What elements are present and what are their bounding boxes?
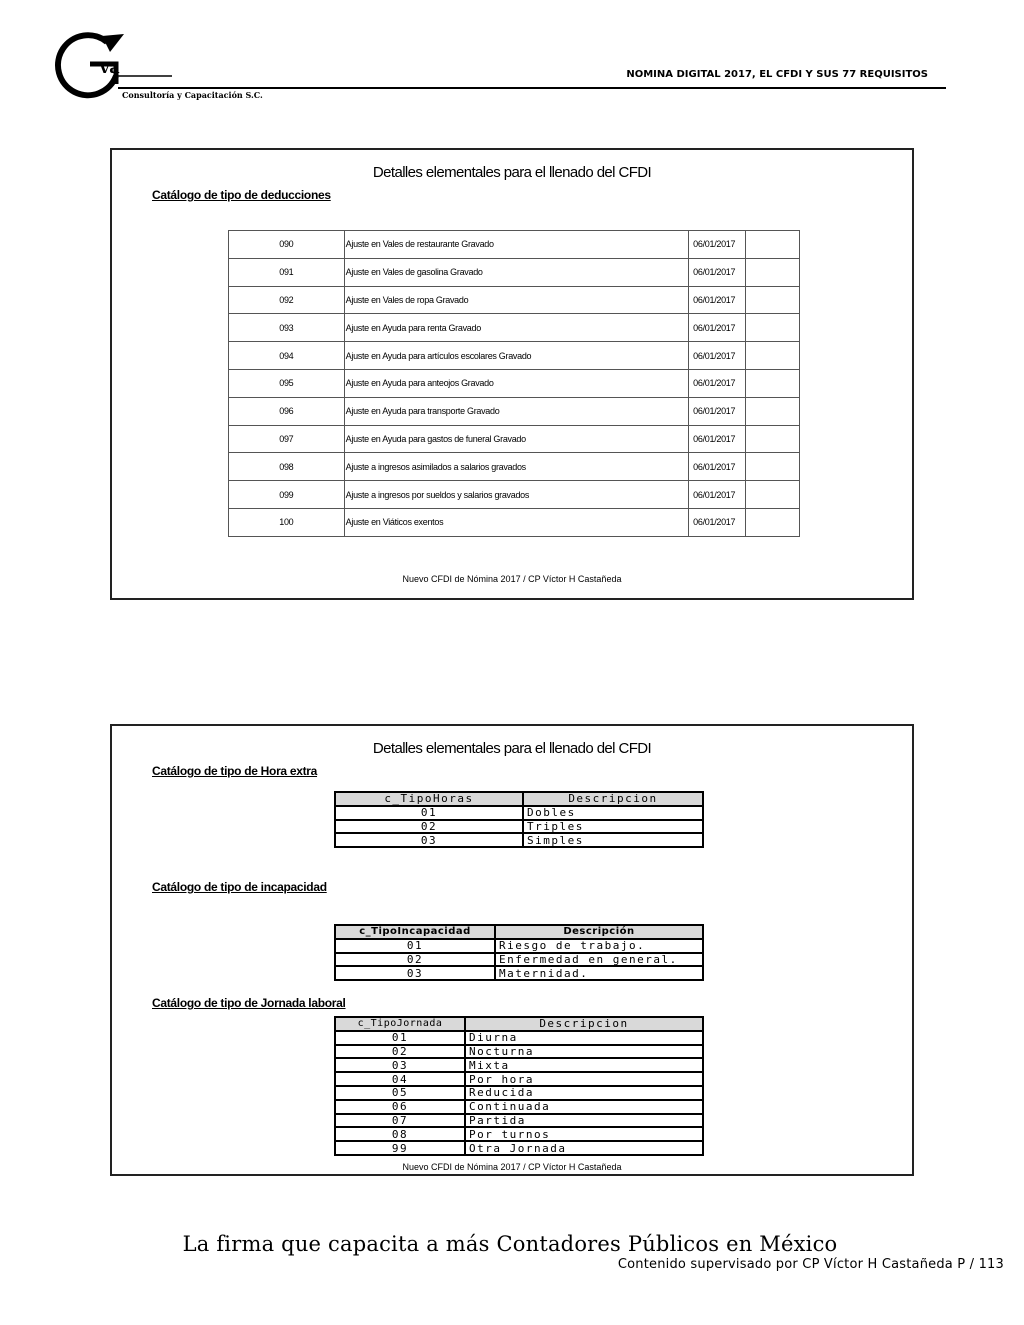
jornada-table	[334, 1016, 704, 1156]
deduction-description: Ajuste en Ayuda para gastos de funeral Gravado	[344, 425, 689, 453]
deduction-date: 06/01/2017	[689, 258, 746, 286]
deduction-date: 06/01/2017	[689, 425, 746, 453]
horas-description: Dobles	[523, 806, 703, 820]
table-row	[229, 231, 800, 259]
table-row	[229, 425, 800, 453]
deduction-code: 094	[229, 342, 345, 370]
deduction-code: 091	[229, 258, 345, 286]
jornada-header-code: c_TipoJornada	[335, 1017, 465, 1031]
empty-cell	[746, 258, 800, 286]
incapacidad-code: 01	[335, 939, 495, 953]
incapacidad-code: 03	[335, 966, 495, 980]
jornada-code: 03	[335, 1058, 465, 1072]
deduction-date: 06/01/2017	[689, 397, 746, 425]
section-label-deducciones: Catálogo de tipo de deducciones	[152, 188, 331, 202]
deduction-description: Ajuste en Vales de restaurante Gravado	[344, 231, 689, 259]
incapacidad-description: Enfermedad en general.	[495, 953, 703, 967]
deduction-code: 095	[229, 369, 345, 397]
empty-cell	[746, 314, 800, 342]
tagline: La firma que capacita a más Contadores Públicos en México	[182, 1232, 838, 1256]
empty-cell	[746, 508, 800, 536]
table-row	[335, 1058, 703, 1072]
horas-description: Triples	[523, 820, 703, 834]
deduction-description: Ajuste en Ayuda para transporte Gravado	[344, 397, 689, 425]
panel-title: Detalles elementales para el llenado del CFDI	[372, 164, 652, 181]
deduction-code: 093	[229, 314, 345, 342]
jornada-description: Mixta	[465, 1058, 703, 1072]
table-row	[335, 806, 703, 820]
table-row	[229, 342, 800, 370]
jornada-description: Partida	[465, 1114, 703, 1128]
incapacidad-header-code: c_TipoIncapacidad	[335, 925, 495, 939]
jornada-description: Por turnos	[465, 1127, 703, 1141]
deduction-date: 06/01/2017	[689, 453, 746, 481]
table-row	[335, 833, 703, 847]
logo-subtitle: Consultoría y Capacitación S.C.	[122, 90, 263, 100]
jornada-code: 01	[335, 1031, 465, 1045]
deduction-code: 100	[229, 508, 345, 536]
section-label-jornada: Catálogo de tipo de Jornada laboral	[152, 996, 346, 1010]
table-row	[335, 1072, 703, 1086]
table-row	[335, 1114, 703, 1128]
jornada-description: Continuada	[465, 1100, 703, 1114]
deduction-date: 06/01/2017	[689, 286, 746, 314]
table-row	[229, 508, 800, 536]
incapacidad-description: Maternidad.	[495, 966, 703, 980]
header-rule	[118, 87, 946, 89]
section-label-incapacidad: Catálogo de tipo de incapacidad	[152, 880, 327, 894]
table-row	[229, 314, 800, 342]
deduction-date: 06/01/2017	[689, 314, 746, 342]
jornada-code: 99	[335, 1141, 465, 1155]
table-row	[229, 286, 800, 314]
slide-catalogos	[110, 724, 914, 1176]
horas-description: Simples	[523, 833, 703, 847]
horas-header-description: Descripcion	[523, 792, 703, 806]
panel-footer: Nuevo CFDI de Nómina 2017 / CP Víctor H Castañeda	[402, 574, 622, 584]
table-row	[229, 258, 800, 286]
deduction-code: 092	[229, 286, 345, 314]
horas-code: 03	[335, 833, 523, 847]
jornada-code: 07	[335, 1114, 465, 1128]
deduction-description: Ajuste a ingresos asimilados a salarios gravados	[344, 453, 689, 481]
horas-code: 01	[335, 806, 523, 820]
deduction-code: 096	[229, 397, 345, 425]
horas-code: 02	[335, 820, 523, 834]
section-label-horas: Catálogo de tipo de Hora extra	[152, 764, 318, 778]
deduction-description: Ajuste a ingresos por sueldos y salarios gravados	[344, 481, 689, 509]
incapacidad-code: 02	[335, 953, 495, 967]
incapacidad-description: Riesgo de trabajo.	[495, 939, 703, 953]
logo-letters: va	[100, 58, 120, 77]
deducciones-table	[228, 230, 800, 537]
jornada-code: 04	[335, 1072, 465, 1086]
deduction-description: Ajuste en Vales de ropa Gravado	[344, 286, 689, 314]
table-row	[335, 939, 703, 953]
empty-cell	[746, 286, 800, 314]
empty-cell	[746, 425, 800, 453]
document-title: NOMINA DIGITAL 2017, EL CFDI Y SUS 77 REQUISITOS	[626, 69, 928, 80]
jornada-code: 05	[335, 1086, 465, 1100]
deduction-date: 06/01/2017	[689, 508, 746, 536]
company-logo	[52, 32, 282, 102]
empty-cell	[746, 342, 800, 370]
supervised-by: Contenido supervisado por CP Víctor H Castañeda P / 113	[617, 1257, 1004, 1272]
empty-cell	[746, 231, 800, 259]
table-row	[335, 820, 703, 834]
deduction-description: Ajuste en Viáticos exentos	[344, 508, 689, 536]
table-row	[335, 953, 703, 967]
horas-table	[334, 791, 704, 848]
deduction-code: 090	[229, 231, 345, 259]
incapacidad-table	[334, 924, 704, 981]
table-row	[335, 1086, 703, 1100]
table-row	[335, 1031, 703, 1045]
table-row	[335, 1141, 703, 1155]
table-row	[335, 1100, 703, 1114]
deduction-code: 099	[229, 481, 345, 509]
table-row	[229, 397, 800, 425]
horas-header-code: c_TipoHoras	[335, 792, 523, 806]
deduction-description: Ajuste en Ayuda para artículos escolares Gravado	[344, 342, 689, 370]
jornada-header-description: Descripcion	[465, 1017, 703, 1031]
jornada-description: Nocturna	[465, 1045, 703, 1059]
empty-cell	[746, 453, 800, 481]
slide-deducciones	[110, 148, 914, 600]
deduction-code: 098	[229, 453, 345, 481]
deduction-description: Ajuste en Ayuda para renta Gravado	[344, 314, 689, 342]
table-row	[229, 481, 800, 509]
deduction-description: Ajuste en Ayuda para anteojos Gravado	[344, 369, 689, 397]
jornada-code: 08	[335, 1127, 465, 1141]
incapacidad-header-description: Descripción	[495, 925, 703, 939]
table-row	[335, 1045, 703, 1059]
deduction-description: Ajuste en Vales de gasolina Gravado	[344, 258, 689, 286]
deduction-date: 06/01/2017	[689, 342, 746, 370]
jornada-description: Por hora	[465, 1072, 703, 1086]
panel-footer: Nuevo CFDI de Nómina 2017 / CP Víctor H Castañeda	[402, 1162, 622, 1172]
jornada-code: 06	[335, 1100, 465, 1114]
deduction-code: 097	[229, 425, 345, 453]
table-row	[335, 1127, 703, 1141]
deduction-date: 06/01/2017	[689, 481, 746, 509]
table-row	[229, 369, 800, 397]
empty-cell	[746, 369, 800, 397]
deduction-date: 06/01/2017	[689, 369, 746, 397]
deduction-date: 06/01/2017	[689, 231, 746, 259]
jornada-code: 02	[335, 1045, 465, 1059]
table-row	[229, 453, 800, 481]
jornada-description: Reducida	[465, 1086, 703, 1100]
jornada-description: Otra Jornada	[465, 1141, 703, 1155]
empty-cell	[746, 481, 800, 509]
table-row	[335, 966, 703, 980]
jornada-description: Diurna	[465, 1031, 703, 1045]
panel-title: Detalles elementales para el llenado del CFDI	[372, 740, 652, 757]
empty-cell	[746, 397, 800, 425]
